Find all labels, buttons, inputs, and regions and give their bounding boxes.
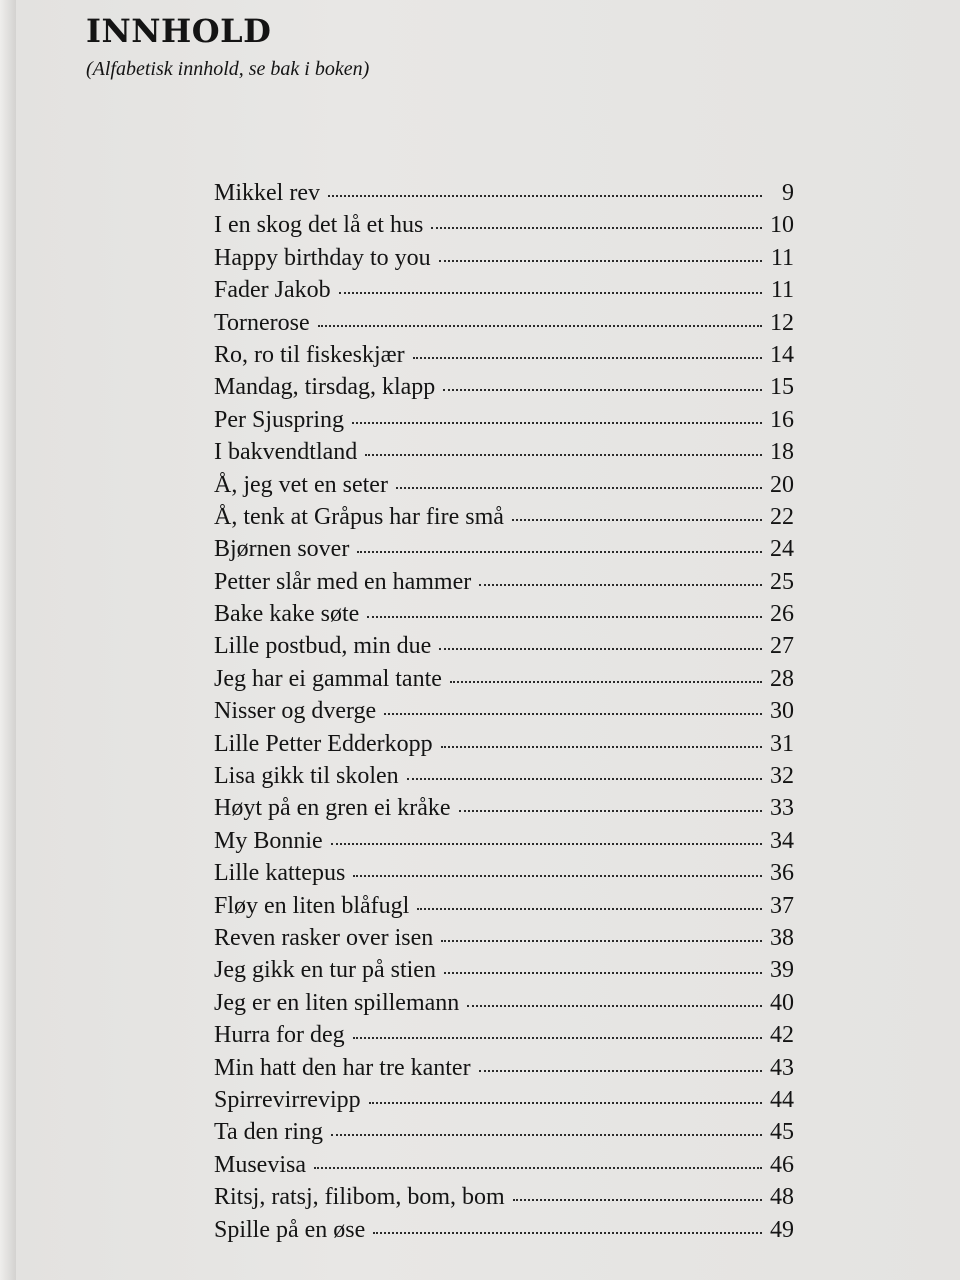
- dot-leader: [331, 1134, 762, 1136]
- toc-entry: [214, 925, 794, 957]
- toc-entry-page-number: 44: [770, 1086, 794, 1113]
- toc-entry-page-number: 30: [770, 698, 794, 725]
- toc-entry: [214, 569, 794, 601]
- dot-leader: [331, 843, 762, 845]
- dot-leader: [417, 908, 762, 910]
- dot-leader: [479, 1070, 762, 1072]
- toc-entry-title: Lisa gikk til skolen: [214, 763, 399, 790]
- toc-entry-title: Happy birthday to you: [214, 244, 431, 271]
- dot-leader: [444, 972, 762, 974]
- toc-entry: [214, 245, 794, 277]
- toc-entry-title: Ro, ro til fiskeskjær: [214, 341, 405, 368]
- toc-entry-title: I en skog det lå et hus: [214, 212, 424, 239]
- toc-entry-page-number: 14: [770, 341, 794, 368]
- dot-leader: [339, 292, 762, 294]
- toc-entry-page-number: 9: [782, 180, 794, 206]
- toc-entry-title: Bake kake søte: [214, 601, 360, 628]
- toc-entry: [214, 472, 794, 504]
- toc-entry-title: Petter slår med en hammer: [214, 568, 472, 595]
- toc-entry-page-number: 11: [770, 244, 794, 271]
- toc-entry-title: Fader Jakob: [214, 277, 331, 304]
- toc-entry-title: Fløy en liten blåfugl: [214, 892, 410, 919]
- dot-leader: [357, 551, 762, 553]
- page-title: INNHOLD: [86, 12, 272, 50]
- toc-entry-title: Å, tenk at Gråpus har fire små: [214, 503, 504, 530]
- dot-leader: [439, 648, 762, 650]
- dot-leader: [513, 1199, 762, 1201]
- book-page: [16, 0, 960, 1280]
- toc-entry-page-number: 18: [770, 439, 794, 466]
- toc-entry: [214, 731, 794, 763]
- toc-entry-page-number: 25: [770, 568, 794, 595]
- toc-entry-page-number: 15: [770, 374, 794, 401]
- toc-entry-page-number: 46: [770, 1151, 794, 1178]
- toc-entry-title: Jeg gikk en tur på stien: [214, 957, 436, 984]
- toc-entry: [214, 407, 794, 439]
- toc-entry-page-number: 37: [770, 892, 794, 919]
- toc-entry: [214, 990, 794, 1022]
- toc-entry: [214, 1184, 794, 1216]
- page-subtitle: (Alfabetisk innhold, se bak i boken): [86, 58, 370, 80]
- toc-entry-title: Jeg har ei gammal tante: [214, 665, 442, 692]
- toc-entry-title: Bjørnen sover: [214, 536, 350, 563]
- toc-entry: [214, 633, 794, 665]
- dot-leader: [467, 1005, 762, 1007]
- toc-entry-page-number: 27: [770, 633, 794, 660]
- toc-entry-title: Musevisa: [214, 1151, 306, 1178]
- toc-entry-page-number: 16: [770, 406, 794, 433]
- toc-entry: [214, 439, 794, 471]
- toc-entry-title: Hurra for deg: [214, 1022, 345, 1049]
- dot-leader: [328, 195, 762, 197]
- toc-entry: [214, 957, 794, 989]
- toc-entry-title: Reven rasker over isen: [214, 924, 434, 951]
- toc-entry-page-number: 26: [770, 601, 794, 628]
- toc-entry: [214, 828, 794, 860]
- toc-entry-title: Å, jeg vet en seter: [214, 471, 388, 498]
- toc-entry: [214, 666, 794, 698]
- toc-entry-page-number: 38: [770, 924, 794, 951]
- toc-entry: [214, 310, 794, 342]
- toc-entry: [214, 1119, 794, 1151]
- toc-entry: [214, 601, 794, 633]
- toc-entry-page-number: 28: [770, 665, 794, 692]
- toc-entry-page-number: 11: [770, 277, 794, 304]
- toc-entry-page-number: 24: [770, 536, 794, 563]
- toc-entry: [214, 374, 794, 406]
- toc-entry: [214, 860, 794, 892]
- toc-entry-title: Mandag, tirsdag, klapp: [214, 374, 436, 401]
- toc-entry-page-number: 45: [770, 1119, 794, 1146]
- toc-entry-title: Mikkel rev: [214, 180, 320, 206]
- toc-entry: [214, 212, 794, 244]
- table-of-contents: [214, 180, 794, 1249]
- toc-entry-page-number: 33: [770, 795, 794, 822]
- toc-entry-page-number: 40: [770, 989, 794, 1016]
- toc-entry: [214, 763, 794, 795]
- toc-entry-title: Ta den ring: [214, 1119, 323, 1146]
- toc-entry: [214, 180, 794, 212]
- toc-entry-page-number: 42: [770, 1022, 794, 1049]
- dot-leader: [459, 810, 762, 812]
- dot-leader: [479, 584, 762, 586]
- toc-entry-page-number: 12: [770, 309, 794, 336]
- dot-leader: [318, 325, 762, 327]
- toc-entry-title: Spille på en øse: [214, 1216, 366, 1243]
- dot-leader: [439, 260, 762, 262]
- dot-leader: [373, 1232, 762, 1234]
- dot-leader: [367, 616, 762, 618]
- dot-leader: [352, 422, 762, 424]
- toc-entry: [214, 1055, 794, 1087]
- toc-entry: [214, 1152, 794, 1184]
- toc-entry-title: Høyt på en gren ei kråke: [214, 795, 451, 822]
- toc-entry: [214, 1022, 794, 1054]
- dot-leader: [407, 778, 762, 780]
- dot-leader: [396, 487, 762, 489]
- dot-leader: [450, 681, 762, 683]
- toc-entry-title: Jeg er en liten spillemann: [214, 989, 460, 1016]
- dot-leader: [441, 940, 762, 942]
- toc-entry-title: Tornerose: [214, 309, 310, 336]
- toc-entry-title: My Bonnie: [214, 827, 323, 854]
- toc-entry: [214, 342, 794, 374]
- dot-leader: [353, 1037, 762, 1039]
- dot-leader: [365, 454, 762, 456]
- toc-entry-title: Spirrevirrevipp: [214, 1086, 361, 1113]
- toc-entry-page-number: 48: [770, 1184, 794, 1211]
- toc-entry-title: Ritsj, ratsj, filibom, bom, bom: [214, 1184, 505, 1211]
- page-edge: [0, 0, 16, 1280]
- dot-leader: [369, 1102, 762, 1104]
- dot-leader: [314, 1167, 762, 1169]
- toc-entry-page-number: 10: [770, 212, 794, 239]
- toc-entry: [214, 536, 794, 568]
- dot-leader: [353, 875, 762, 877]
- dot-leader: [512, 519, 762, 521]
- toc-entry: [214, 795, 794, 827]
- toc-entry-title: I bakvendtland: [214, 439, 358, 466]
- dot-leader: [441, 746, 762, 748]
- dot-leader: [384, 713, 762, 715]
- toc-entry-page-number: 43: [770, 1054, 794, 1081]
- toc-entry-title: Per Sjuspring: [214, 406, 345, 433]
- toc-entry-page-number: 36: [770, 860, 794, 887]
- toc-entry-title: Min hatt den har tre kanter: [214, 1054, 471, 1081]
- toc-entry: [214, 1217, 794, 1249]
- dot-leader: [413, 357, 762, 359]
- toc-entry-page-number: 31: [770, 730, 794, 757]
- toc-entry-page-number: 34: [770, 827, 794, 854]
- toc-entry-page-number: 39: [770, 957, 794, 984]
- toc-entry: [214, 893, 794, 925]
- dot-leader: [431, 227, 762, 229]
- toc-entry: [214, 698, 794, 730]
- toc-entry-title: Lille postbud, min due: [214, 633, 432, 660]
- toc-entry: [214, 277, 794, 309]
- toc-entry-title: Nisser og dverge: [214, 698, 377, 725]
- toc-entry-title: Lille Petter Edderkopp: [214, 730, 433, 757]
- toc-entry-page-number: 49: [770, 1216, 794, 1243]
- toc-entry-page-number: 22: [770, 503, 794, 530]
- toc-entry: [214, 504, 794, 536]
- toc-entry-page-number: 32: [770, 763, 794, 790]
- toc-entry: [214, 1087, 794, 1119]
- toc-entry-title: Lille kattepus: [214, 860, 346, 887]
- toc-entry-page-number: 20: [770, 471, 794, 498]
- dot-leader: [443, 389, 762, 391]
